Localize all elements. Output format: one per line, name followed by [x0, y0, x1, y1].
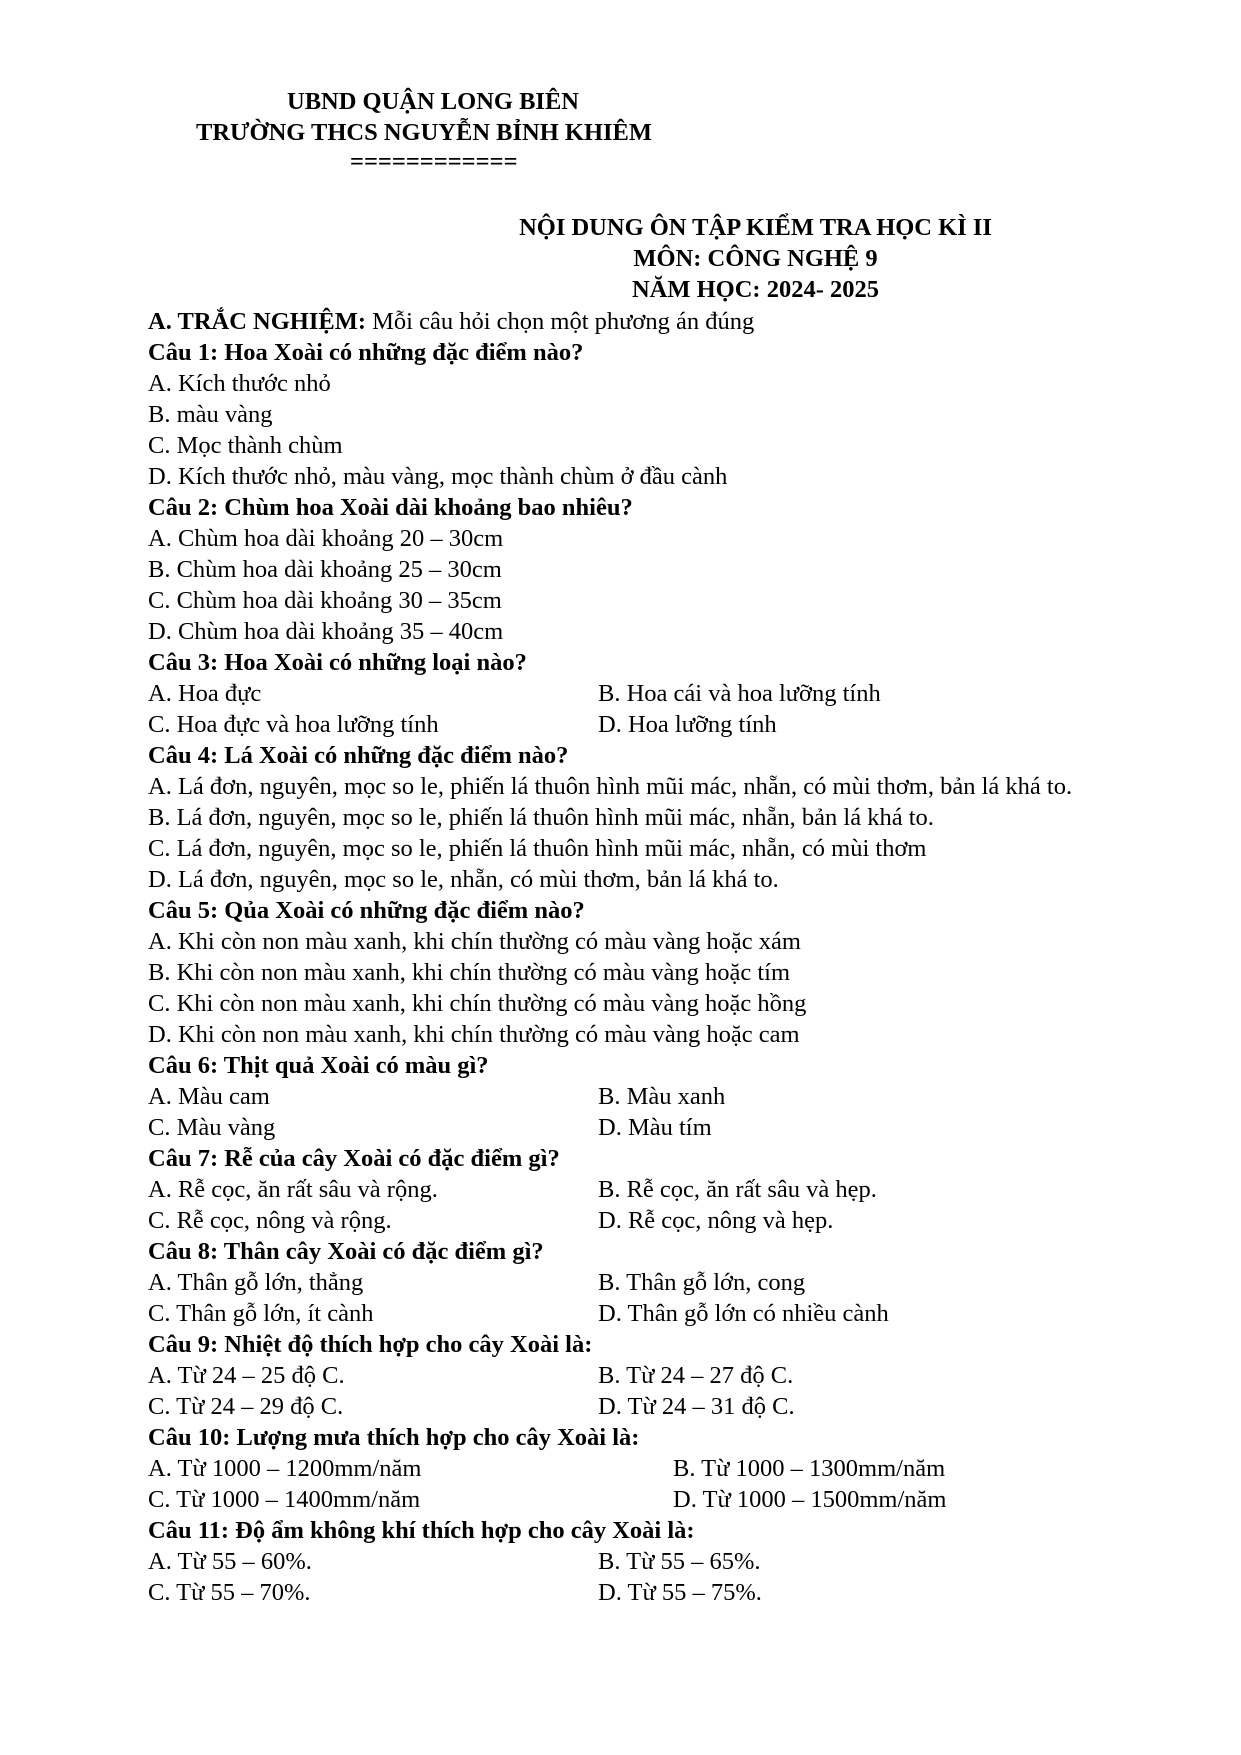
section-label: A. TRẮC NGHIỆM:	[148, 308, 367, 335]
header-separator: ============	[350, 148, 518, 175]
option: D. Khi còn non màu xanh, khi chín thường có màu vàng hoặc cam	[148, 1021, 800, 1048]
question-4: Câu 4: Lá Xoài có những đặc điểm nào?	[148, 742, 569, 769]
option-row	[148, 1205, 1138, 1236]
option-row	[148, 678, 1138, 709]
question-1: Câu 1: Hoa Xoài có những đặc điểm nào?	[148, 339, 584, 366]
section-heading	[148, 306, 1138, 337]
option: D. Từ 55 – 75%.	[598, 1579, 762, 1606]
option: D. Lá đơn, nguyên, mọc so le, nhẵn, có mùi thơm, bản lá khá to.	[148, 866, 779, 893]
option: B. Thân gỗ lớn, cong	[598, 1269, 806, 1296]
option: A. Chùm hoa dài khoảng 20 – 30cm	[148, 525, 504, 552]
option: C. Lá đơn, nguyên, mọc so le, phiến lá thuôn hình mũi mác, nhẵn, có mùi thơm	[148, 835, 927, 862]
question-8: Câu 8: Thân cây Xoài có đặc điểm gì?	[148, 1238, 544, 1265]
option-row	[148, 1453, 1138, 1484]
question-10: Câu 10: Lượng mưa thích hợp cho cây Xoài là:	[148, 1424, 640, 1451]
option: A. Từ 55 – 60%.	[148, 1548, 312, 1575]
option-row	[148, 1298, 1138, 1329]
option: C. Mọc thành chùm	[148, 432, 343, 459]
option: D. Từ 24 – 31 độ C.	[598, 1393, 795, 1420]
option: C. Chùm hoa dài khoảng 30 – 35cm	[148, 587, 502, 614]
question-3: Câu 3: Hoa Xoài có những loại nào?	[148, 649, 527, 676]
option: B. Từ 24 – 27 độ C.	[598, 1362, 794, 1389]
option: A. Thân gỗ lớn, thẳng	[148, 1269, 364, 1296]
option: A. Màu cam	[148, 1083, 270, 1110]
option: C. Khi còn non màu xanh, khi chín thường có màu vàng hoặc hồng	[148, 990, 807, 1017]
option: B. Hoa cái và hoa lưỡng tính	[598, 680, 881, 707]
option: D. Thân gỗ lớn có nhiều cành	[598, 1300, 889, 1327]
question-2: Câu 2: Chùm hoa Xoài dài khoảng bao nhiêu?	[148, 494, 633, 521]
option: D. Hoa lưỡng tính	[598, 711, 777, 738]
option-row	[148, 1391, 1138, 1422]
district-name: UBND QUẬN LONG BIÊN	[287, 88, 579, 115]
option: D. Rễ cọc, nông và hẹp.	[598, 1207, 834, 1234]
option: C. Từ 55 – 70%.	[148, 1579, 311, 1606]
school-year-line: NĂM HỌC: 2024- 2025	[631, 276, 879, 303]
option: D. Màu tím	[598, 1114, 712, 1141]
question-11: Câu 11: Độ ẩm không khí thích hợp cho cây Xoài là:	[148, 1517, 695, 1544]
option: D. Kích thước nhỏ, màu vàng, mọc thành chùm ở đầu cành	[148, 463, 728, 490]
option: A. Lá đơn, nguyên, mọc so le, phiến lá thuôn hình mũi mác, nhẵn, có mùi thơm, bản lá khá to.	[148, 773, 1073, 800]
option: C. Màu vàng	[148, 1114, 276, 1141]
quiz-content	[148, 306, 1138, 1608]
option: B. Khi còn non màu xanh, khi chín thường có màu vàng hoặc tím	[148, 959, 791, 986]
option: B. Màu xanh	[598, 1083, 726, 1110]
option-row	[148, 1112, 1138, 1143]
option-row	[148, 1577, 1138, 1608]
option: B. Từ 1000 – 1300mm/năm	[673, 1455, 946, 1482]
subject-line: MÔN: CÔNG NGHỆ 9	[633, 245, 878, 272]
option: C. Thân gỗ lớn, ít cành	[148, 1300, 374, 1327]
option: A. Hoa đực	[148, 680, 262, 707]
option: A. Rễ cọc, ăn rất sâu và rộng.	[148, 1176, 438, 1203]
section-instruction: Mỗi câu hỏi chọn một phương án đúng	[366, 308, 755, 335]
option: A. Kích thước nhỏ	[148, 370, 331, 397]
option: B. màu vàng	[148, 401, 273, 428]
option: C. Từ 1000 – 1400mm/năm	[148, 1486, 421, 1513]
option-row	[148, 1267, 1138, 1298]
option: B. Rễ cọc, ăn rất sâu và hẹp.	[598, 1176, 877, 1203]
question-7: Câu 7: Rễ của cây Xoài có đặc điểm gì?	[148, 1145, 560, 1172]
option-row	[148, 1360, 1138, 1391]
document-title: NỘI DUNG ÔN TẬP KIỂM TRA HỌC KÌ II	[519, 214, 992, 241]
option: A. Từ 1000 – 1200mm/năm	[148, 1455, 422, 1482]
option-row	[148, 1484, 1138, 1515]
option: D. Chùm hoa dài khoảng 35 – 40cm	[148, 618, 504, 645]
option: C. Hoa đực và hoa lưỡng tính	[148, 711, 439, 738]
option: A. Khi còn non màu xanh, khi chín thường có màu vàng hoặc xám	[148, 928, 801, 955]
option: B. Lá đơn, nguyên, mọc so le, phiến lá thuôn hình mũi mác, nhẵn, bản lá khá to.	[148, 804, 934, 831]
option-row	[148, 1546, 1138, 1577]
option: B. Từ 55 – 65%.	[598, 1548, 761, 1575]
option-row	[148, 1081, 1138, 1112]
school-name: TRƯỜNG THCS NGUYỄN BỈNH KHIÊM	[196, 119, 653, 146]
question-9: Câu 9: Nhiệt độ thích hợp cho cây Xoài là:	[148, 1331, 593, 1358]
option: A. Từ 24 – 25 độ C.	[148, 1362, 345, 1389]
option: C. Từ 24 – 29 độ C.	[148, 1393, 344, 1420]
option-row	[148, 709, 1138, 740]
question-6: Câu 6: Thịt quả Xoài có màu gì?	[148, 1052, 489, 1079]
option: B. Chùm hoa dài khoảng 25 – 30cm	[148, 556, 502, 583]
question-5: Câu 5: Qủa Xoài có những đặc điểm nào?	[148, 897, 585, 924]
option: D. Từ 1000 – 1500mm/năm	[673, 1486, 947, 1513]
option: C. Rễ cọc, nông và rộng.	[148, 1207, 392, 1234]
option-row	[148, 1174, 1138, 1205]
